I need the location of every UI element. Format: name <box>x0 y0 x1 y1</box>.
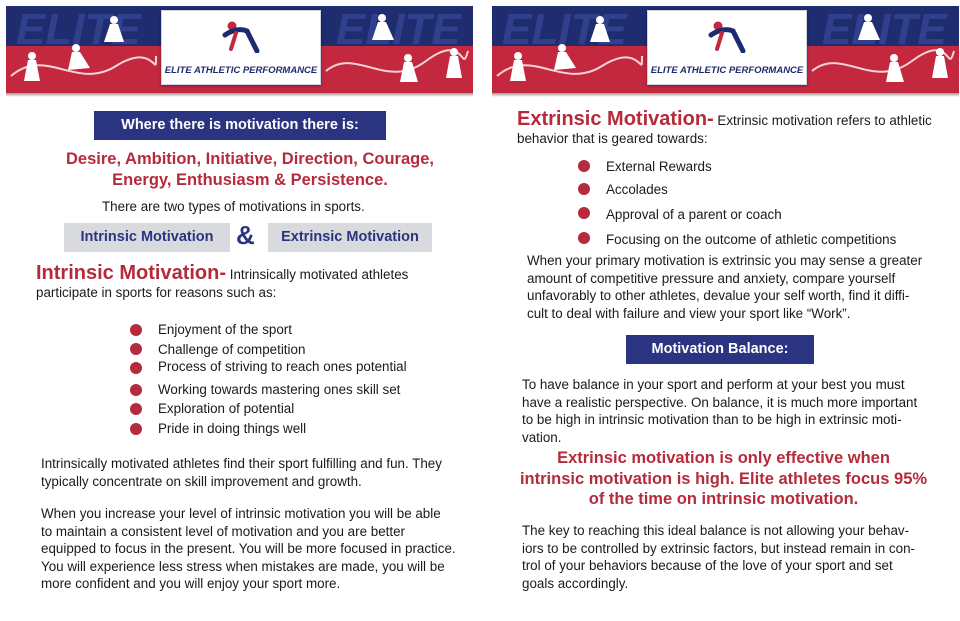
extrinsic-intro-text-2: behavior that is geared towards: <box>517 131 708 146</box>
balance-paragraph <box>522 376 958 446</box>
paragraph-line: to be high in intrinsic motivation than to be high in extrinsic moti- <box>522 412 902 427</box>
athlete-logo-icon <box>221 19 261 53</box>
banner-shadow <box>6 93 473 97</box>
paragraph-line: more confident and you will enjoy your sport more. <box>41 576 341 591</box>
bullet-dot-icon <box>130 324 142 336</box>
list-item: Enjoyment of the sport <box>158 322 292 337</box>
qualities-line-2: Energy, Enthusiasm & Persistence. <box>112 171 388 189</box>
list-item: Accolades <box>606 182 668 197</box>
paragraph-line: amount of competitive pressure and anxiety, compare yourself <box>527 270 896 286</box>
intrinsic-heading: Intrinsic Motivation- <box>36 262 226 284</box>
brand-name: ELITE ATHLETIC PERFORMANCE <box>650 65 804 76</box>
paragraph-line: equipped to focus in the present. You will be more focused in practice. <box>41 541 456 556</box>
motivation-header-box: Where there is motivation there is: <box>94 111 386 140</box>
balance-header-box: Motivation Balance: <box>626 335 814 364</box>
paragraph-line: trol of your behaviors because of the love of your sport and set <box>522 558 893 573</box>
paragraph-line: goals accordingly. <box>522 575 629 591</box>
intrinsic-paragraph-2 <box>41 505 471 593</box>
extrinsic-intro <box>517 110 957 148</box>
types-line: There are two types of motivations in sports. <box>102 199 365 214</box>
intrinsic-intro <box>36 264 466 302</box>
paragraph-line: cult to deal with failure and view your sport like “Work”. <box>527 305 851 321</box>
list-item: External Rewards <box>606 159 712 174</box>
list-item: Working towards mastering ones skill set <box>158 382 401 397</box>
highlight-statement <box>496 448 951 510</box>
intrinsic-intro-text-2: participate in sports for reasons such as: <box>36 285 277 300</box>
bullet-dot-icon <box>578 232 590 244</box>
qualities-line-1: Desire, Ambition, Initiative, Direction, Courage, <box>66 150 434 168</box>
paragraph-line: vation. <box>522 429 562 445</box>
highlight-line: Extrinsic motivation is only effective when <box>557 449 890 467</box>
bullet-dot-icon <box>578 160 590 172</box>
extrinsic-heading: Extrinsic Motivation- <box>517 108 714 130</box>
right-panel <box>486 0 960 621</box>
highlight-line: intrinsic motivation is high. Elite athletes focus 95% <box>519 469 928 488</box>
paragraph-line: You will experience less stress when mistakes are made, you will be <box>41 558 445 574</box>
ampersand: & <box>236 220 255 250</box>
header-banner <box>492 6 959 94</box>
bullet-dot-icon <box>578 207 590 219</box>
paragraph-line: To have balance in your sport and perform at your best you must <box>522 377 905 392</box>
paragraph-line: When your primary motivation is extrinsic you may sense a greater <box>527 253 923 268</box>
list-item: Process of striving to reach ones potential <box>158 359 407 374</box>
highlight-line: of the time on intrinsic motivation. <box>588 490 859 508</box>
bullet-dot-icon <box>130 343 142 355</box>
intrinsic-type-box: Intrinsic Motivation <box>64 223 230 252</box>
list-item: Approval of a parent or coach <box>606 207 782 222</box>
extrinsic-paragraph <box>527 252 957 322</box>
paragraph-line: to maintain a consistent level of motivation and you are better <box>41 523 405 539</box>
bullet-dot-icon <box>130 384 142 396</box>
bullet-dot-icon <box>130 362 142 374</box>
extrinsic-type-box: Extrinsic Motivation <box>268 223 432 252</box>
brand-name: ELITE ATHLETIC PERFORMANCE <box>164 65 318 76</box>
paragraph-line: When you increase your level of intrinsic motivation you will be able <box>41 506 441 521</box>
list-item: Exploration of potential <box>158 401 295 416</box>
closing-paragraph <box>522 522 958 592</box>
bullet-dot-icon <box>130 423 142 435</box>
paragraph-line: have a realistic perspective. On balance, it is much more important <box>522 394 918 410</box>
paragraph-line: The key to reaching this ideal balance is not allowing your behav- <box>522 523 910 538</box>
bullet-dot-icon <box>578 183 590 195</box>
list-item: Focusing on the outcome of athletic competitions <box>606 232 897 247</box>
paragraph-line: unfavorably to other athletes, devalue your self worth, find it diffi- <box>527 288 910 303</box>
banner-shadow <box>492 93 959 97</box>
brand-logo <box>161 10 321 85</box>
list-item: Challenge of competition <box>158 342 306 357</box>
paragraph-line: Intrinsically motivated athletes find their sport fulfilling and fun. They <box>41 456 442 471</box>
left-panel <box>0 0 474 621</box>
intrinsic-intro-text-1: Intrinsically motivated athletes <box>226 267 409 282</box>
qualities-heading <box>40 149 460 191</box>
intrinsic-paragraph-1 <box>41 455 471 490</box>
brand-logo <box>647 10 807 85</box>
list-item: Pride in doing things well <box>158 421 307 436</box>
extrinsic-intro-text-1: Extrinsic motivation refers to athletic <box>713 113 932 128</box>
paragraph-line: iors to be controlled by extrinsic factors, but instead remain in con- <box>522 540 915 556</box>
bullet-dot-icon <box>130 403 142 415</box>
header-banner <box>6 6 473 94</box>
athlete-logo-icon <box>707 19 747 53</box>
paragraph-line: typically concentrate on skill improvement and growth. <box>41 473 362 489</box>
